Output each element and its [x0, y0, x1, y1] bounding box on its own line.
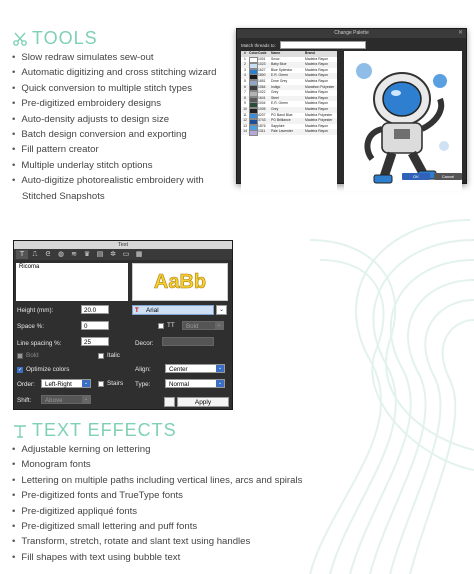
row-number: 5 — [244, 78, 246, 83]
row-number: 8 — [244, 95, 246, 100]
close-icon[interactable]: ✕ — [457, 30, 463, 36]
thread-brand: Madeira Rayon — [305, 78, 328, 83]
grid-icon[interactable]: ▦ — [135, 251, 143, 258]
line-spacing-input[interactable]: 25 — [81, 337, 109, 346]
thread-code: 1800 — [258, 73, 266, 78]
text-effects-title: TEXT EFFECTS — [32, 420, 177, 440]
scissors-icon — [12, 31, 28, 47]
column-header: Code — [258, 51, 267, 55]
list-item: • Fill shapes with text using bubble text — [12, 550, 302, 565]
column-header: # — [244, 51, 246, 55]
thread-code: 3743 — [258, 118, 266, 123]
thread-code: 4207 — [258, 112, 266, 117]
decor-label: Decor: — [135, 340, 154, 347]
spiral-tool-icon[interactable]: ᘓ — [45, 251, 51, 258]
row-number: 3 — [244, 67, 246, 72]
row-number: 13 — [243, 123, 247, 128]
decor-select[interactable] — [162, 337, 214, 346]
bold-label: Bold — [26, 352, 39, 359]
list-item: • Fill pattern creator — [12, 142, 217, 157]
thread-brand: Madeira Rayon — [305, 101, 328, 106]
thread-name: Grey — [271, 90, 279, 95]
text-entry-box[interactable]: Ricoma — [16, 263, 128, 301]
row-number: 10 — [243, 106, 247, 111]
thread-name: Indigo — [271, 84, 281, 89]
thread-code: 1651 — [258, 78, 266, 83]
text-tool-tabs — [14, 249, 232, 260]
text-dialog — [13, 240, 233, 410]
font-preview-box — [132, 263, 228, 301]
height-input[interactable]: 20.0 — [81, 305, 109, 314]
thread-name: Steel — [271, 95, 279, 100]
column-header: Brand — [305, 51, 315, 55]
truetype-label: TT — [167, 322, 175, 329]
thread-code: 1064 — [258, 84, 266, 89]
thread-name: PG Brilliance — [271, 118, 291, 123]
thread-brand: Madeira Rayon — [305, 73, 328, 78]
thread-name: E.R. Green — [271, 101, 288, 106]
thread-code: 1022 — [258, 90, 266, 95]
thread-color-swatch — [249, 129, 258, 135]
thread-name: Baby Blue — [271, 62, 287, 67]
gear-icon[interactable]: ✲ — [110, 251, 116, 258]
row-number: 12 — [243, 118, 247, 123]
list-item: • Slow redraw simulates sew-out — [12, 50, 217, 65]
shape-tool-icon[interactable]: ◍ — [57, 251, 65, 258]
column-header: Color — [249, 51, 258, 55]
row-number: 1 — [244, 56, 246, 61]
font-preview-text: AaBb — [153, 270, 207, 293]
thread-code: 1023 — [258, 62, 266, 67]
cancel-button[interactable]: Cancel — [434, 173, 462, 180]
thread-match-label: Match threads to: — [241, 42, 276, 48]
stamp-tool-icon[interactable]: ♛ — [83, 251, 91, 258]
list-item: • Pre-digitized embroidery designs — [12, 96, 217, 111]
order-value: Left-Right — [45, 381, 72, 388]
thread-code: 1005 — [258, 106, 266, 111]
row-number: 6 — [244, 84, 246, 89]
list-item: • Auto-digitize photorealistic embroidery with Stitched Snapshots — [12, 173, 217, 204]
thread-name: Sapphire — [271, 123, 285, 128]
thread-name: E.R. Green — [271, 73, 288, 78]
palette-dialog-buttons — [402, 173, 462, 180]
row-number: 4 — [244, 73, 246, 78]
thread-name: Dove Grey — [271, 78, 288, 83]
column-header: Name — [271, 51, 281, 55]
tools-feature-list — [12, 50, 217, 204]
list-item: • Monogram fonts — [12, 457, 302, 472]
layers-tool-icon[interactable]: ▤ — [96, 251, 104, 258]
thread-brand: Madeira Rayon — [305, 67, 328, 72]
list-item: • Pre-digitized appliqué fonts — [12, 504, 302, 519]
list-item: • Pre-digitized small lettering and puff fonts — [12, 519, 302, 534]
stitch-tool-icon[interactable]: ≋ — [71, 251, 77, 258]
thread-palette-table — [241, 51, 337, 191]
thread-name: PG Band Blue — [271, 112, 293, 117]
list-item: • Quick conversion to multiple stitch types — [12, 81, 217, 96]
bold-checkbox[interactable] — [17, 353, 23, 359]
stairs-label: Stairs — [107, 380, 124, 387]
shift-select[interactable]: Above ⌄ — [41, 395, 91, 404]
font-style-select[interactable]: Bold ⌄ — [182, 321, 224, 330]
optimize-colors-label: Optimize colors — [26, 366, 70, 373]
thread-brand: Madeira Rayon — [305, 56, 328, 61]
thread-brand-select[interactable] — [280, 41, 366, 49]
row-number: 7 — [244, 90, 246, 95]
list-item: • Adjustable kerning on lettering — [12, 442, 302, 457]
space-label: Space %: — [17, 323, 44, 330]
shift-value: Above — [45, 397, 63, 404]
path-tool-icon[interactable]: ⎍ — [32, 251, 38, 258]
thread-code: 1876 — [258, 123, 266, 128]
text-effects-heading — [12, 420, 177, 441]
shift-label: Shift: — [17, 397, 32, 404]
type-label: Type: — [135, 381, 151, 388]
line-spacing-label: Line spacing %: — [17, 340, 62, 347]
thread-brand: Madeira Rayon — [305, 90, 328, 95]
thread-brand: Madeira Rayon — [305, 62, 328, 67]
row-number: 2 — [244, 62, 246, 67]
thread-brand: Madeira Polyester — [305, 118, 333, 123]
thread-brand: Marathon Polyester — [305, 84, 335, 89]
tools-heading — [12, 28, 98, 49]
height-label: Height (mm): — [17, 307, 54, 314]
list-item: • Automatic digitizing and cross stitching wizard — [12, 65, 217, 80]
font-style-value: Bold — [186, 323, 199, 330]
order-label: Order: — [17, 381, 35, 388]
list-item: • Transform, stretch, rotate and slant text using handles — [12, 534, 302, 549]
text-tool-icon — [12, 423, 28, 439]
align-select[interactable]: Center ⌄ — [165, 364, 225, 373]
thread-brand: Madeira Polyester — [305, 112, 333, 117]
palette-window-title: Change Palette — [334, 30, 369, 36]
thread-code: 1001 — [258, 56, 266, 61]
list-item: • Lettering on multiple paths including vertical lines, arcs and spirals — [12, 473, 302, 488]
align-label: Align: — [135, 366, 151, 373]
text-effects-feature-list — [12, 442, 302, 565]
table-row[interactable] — [241, 129, 337, 135]
text-tool-icon[interactable]: T — [16, 250, 28, 259]
type-value: Normal — [169, 381, 189, 388]
thread-name: Grey — [271, 106, 279, 111]
font-select[interactable] — [132, 305, 214, 315]
space-input[interactable]: 0 — [81, 321, 109, 330]
optimize-colors-checkbox[interactable]: ✓ — [18, 367, 23, 373]
thread-name: Snow — [271, 56, 280, 61]
astronaut-design-preview — [344, 51, 462, 191]
thread-brand: Madeira Rayon — [305, 95, 328, 100]
row-number: 9 — [244, 101, 246, 106]
italic-checkbox[interactable] — [98, 353, 104, 359]
truetype-checkbox[interactable] — [158, 323, 164, 329]
list-item: • Batch design conversion and exporting — [12, 127, 217, 142]
thread-code: 1311 — [258, 129, 266, 134]
thread-brand: Madeira Rayon — [305, 123, 328, 128]
options-button[interactable] — [164, 397, 175, 407]
thread-match-row — [241, 41, 366, 49]
chevron-down-icon[interactable]: ⌄ — [216, 305, 227, 315]
change-palette-window — [236, 28, 467, 184]
list-item: • Auto-density adjusts to design size — [12, 112, 217, 127]
comment-icon[interactable]: ▭ — [122, 251, 130, 258]
text-dialog-title: Text — [14, 241, 232, 249]
row-number: 14 — [243, 129, 247, 134]
apply-button[interactable]: Apply — [177, 397, 229, 407]
align-value: Center — [169, 366, 188, 373]
list-item: • Pre-digitized fonts and TrueType fonts — [12, 488, 302, 503]
thread-brand: Madeira Rayon — [305, 106, 328, 111]
thread-brand: Madeira Rayon — [305, 129, 328, 134]
type-select[interactable]: Normal ⌄ — [165, 379, 225, 388]
row-number: 11 — [243, 112, 247, 117]
font-select-value: Arial — [146, 307, 159, 314]
thread-code: 1004 — [258, 101, 266, 106]
ok-button[interactable]: OK — [402, 173, 430, 180]
thread-name: Blue Splendor — [271, 67, 293, 72]
thread-code: 1627 — [258, 67, 266, 72]
background-swirl-decoration — [290, 180, 474, 574]
order-select[interactable]: Left-Right ⌄ — [41, 379, 91, 388]
tools-title: TOOLS — [32, 28, 98, 48]
thread-name: Pale Lavender — [271, 129, 293, 134]
truetype-icon: T — [135, 308, 139, 314]
thread-code: 1641 — [258, 95, 266, 100]
italic-label: Italic — [107, 352, 120, 359]
list-item: • Multiple underlay stitch options — [12, 158, 217, 173]
palette-window-titlebar — [237, 29, 466, 38]
stairs-checkbox[interactable] — [98, 381, 104, 387]
list-item-continuation: Stitched Snapshots — [22, 190, 105, 202]
